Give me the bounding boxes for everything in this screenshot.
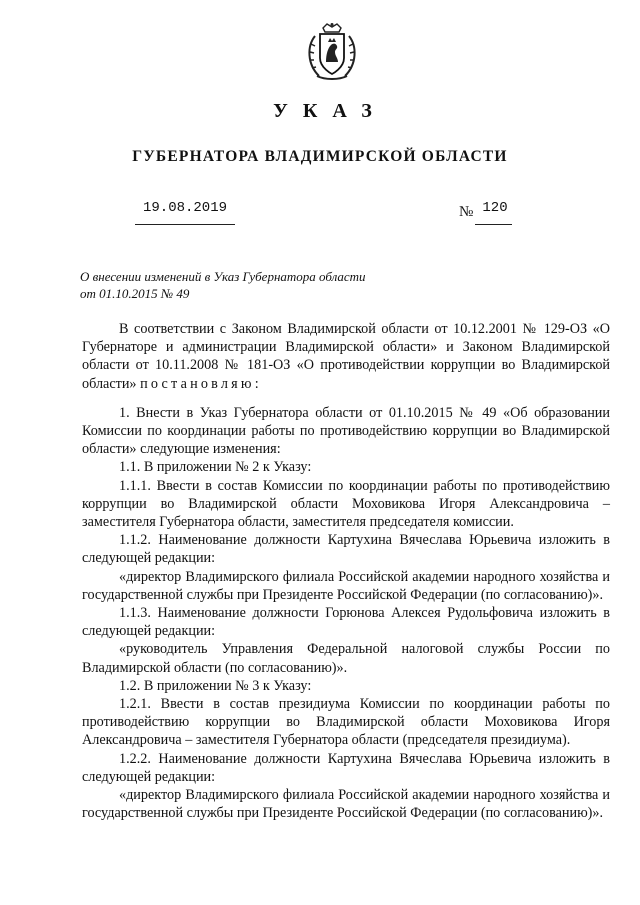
date-underline (135, 224, 235, 225)
number-sign: № (459, 204, 474, 220)
decree-title: УКАЗ (273, 100, 387, 122)
paragraph-1-2-2: 1.2.2. Наименование должности Картухина Вячеслава Юрьевича изложить в следующей редакции: (82, 750, 610, 785)
decree-subject: О внесении изменений в Указ Губернатора области от 01.10.2015 № 49 (80, 269, 366, 301)
paragraph-1-2-1: 1.2.1. Ввести в состав президиума Комиссии по координации работы по противодействию коррупции во Владимирской области Моховикова Игоря Александровича – заместителя Губернатора области (председателя президиума). (82, 696, 610, 749)
paragraph-1-1: 1.1. В приложении № 2 к Указу: (119, 459, 312, 476)
decree-issuer: ГУБЕРНАТОРА ВЛАДИМИРСКОЙ ОБЛАСТИ (132, 148, 508, 165)
number-underline (475, 224, 512, 225)
paragraph-1-1-1: 1.1.1. Ввести в состав Комиссии по координации работы по противодействию коррупции во Владимирской области Моховикова Игоря Александровича – заместителя Губернатора области, заместителя председателя комиссии. (82, 477, 610, 531)
paragraph-1-2: 1.2. В приложении № 3 к Указу: (119, 677, 312, 694)
decree-body (82, 320, 610, 822)
paragraph-1: 1. Внести в Указ Губернатора области от 01.10.2015 № 49 «Об образовании Комиссии по координации работы по противодействию коррупции во Владимирской области» следующие изменения: (82, 404, 610, 458)
resolution-word: постановляю: (140, 375, 262, 392)
decree-number: 120 (482, 200, 508, 216)
coat-of-arms-emblem (301, 22, 363, 84)
paragraph-1-1-2: 1.1.2. Наименование должности Картухина Вячеслава Юрьевича изложить в следующей редакции: (82, 532, 610, 567)
paragraph-1-1-3: 1.1.3. Наименование должности Горюнова Алексея Рудольфовича изложить в следующей редакции: (82, 605, 610, 640)
paragraph-1-1-2-quote: «директор Владимирского филиала Российской академии народного хозяйства и государственной службы при Президенте Российской Федерации (по согласованию)». (82, 568, 610, 603)
paragraph-1-2-2-quote: «директор Владимирского филиала Российской академии народного хозяйства и государственной службы при Президенте Российской Федерации (по согласованию)». (82, 787, 610, 822)
intro-text: В соответствии с Законом Владимирской области от 10.12.2001 № 129-ОЗ «О Губернаторе и администрации Владимирской области» и Законом Владимирской области от 10.11.2008 № 181-ОЗ «О противодействии коррупции во Владимирской области» (82, 321, 610, 392)
decree-date: 19.08.2019 (142, 200, 227, 216)
intro-paragraph (82, 320, 610, 393)
paragraph-1-1-3-quote: «руководитель Управления Федеральной налоговой службы России по Владимирской области (по согласованию)». (82, 641, 610, 676)
